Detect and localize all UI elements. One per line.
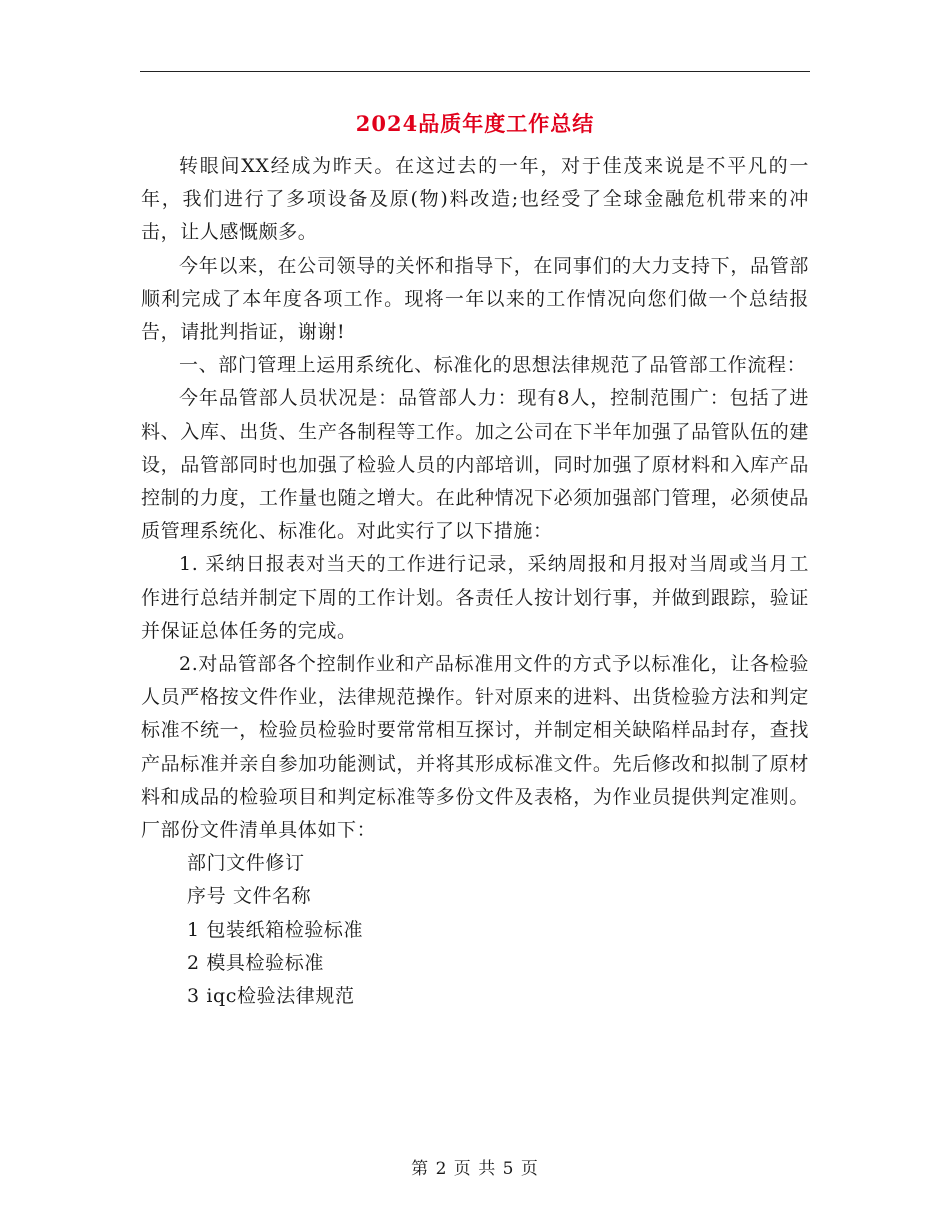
list-heading: 部门文件修订 (187, 852, 305, 875)
document-body (141, 150, 809, 1013)
measure-item-2: 2.对品管部各个控制作业和产品标准用文件的方式予以标准化，让各检验人员严格按文件作业，法律规范操作。针对原来的进料、出货检验方法和判定标准不统一，检验员检验时要常常相互探讨，并制定相关缺陷样品封存，查找产品标准并亲自参加功能测试，并将其形成标准文件。先后修改和拟制了原材料和成品的检验项目和判定标准等多份文件及表格，为作业员提供判定准则。厂部份文件清单具体如下： (141, 653, 809, 842)
list-item: 1 包装纸箱检验标准 (187, 918, 364, 941)
page-footer: 第 2 页 共 5 页 (411, 1159, 539, 1179)
section-heading-1: 一、部门管理上运用系统化、标准化的思想法律规范了品管部工作流程： (179, 354, 807, 377)
measure-item-1: 1. 采纳日报表对当天的工作进行记录，采纳周报和月报对当周或当月工作进行总结并制定下周的工作计划。各责任人按计划行事，并做到跟踪，验证并保证总体任务的完成。 (141, 553, 809, 642)
paragraph-thanks: 今年以来，在公司领导的关怀和指导下，在同事们的大力支持下，品管部顺利完成了本年度各项工作。现将一年以来的工作情况向您们做一个总结报告，请批判指证，谢谢! (141, 254, 809, 344)
document-title: 2024品质年度工作总结 (355, 111, 595, 136)
paragraph-staffing: 今年品管部人员状况是：品管部人力：现有8人，控制范围广：包括了进料、入库、出货、生产各制程等工作。加之公司在下半年加强了品管队伍的建设，品管部同时也加强了检验人员的内部培训，同时加强了原材料和入库产品控制的力度，工作量也随之增大。在此种情况下必须加强部门管理，必须使品质管理系统化、标准化。对此实行了以下措施： (141, 387, 809, 543)
paragraph-intro: 转眼间XX经成为昨天。在这过去的一年，对于佳茂来说是不平凡的一年，我们进行了多项设备及原(物)料改造;也经受了全球金融危机带来的冲击，让人感慨颇多。 (141, 155, 809, 244)
list-item: 2 模具检验标准 (187, 951, 324, 974)
header-rule (140, 71, 810, 72)
list-item: 3 iqc检验法律规范 (187, 985, 355, 1008)
list-column-header: 序号 文件名称 (187, 885, 312, 908)
